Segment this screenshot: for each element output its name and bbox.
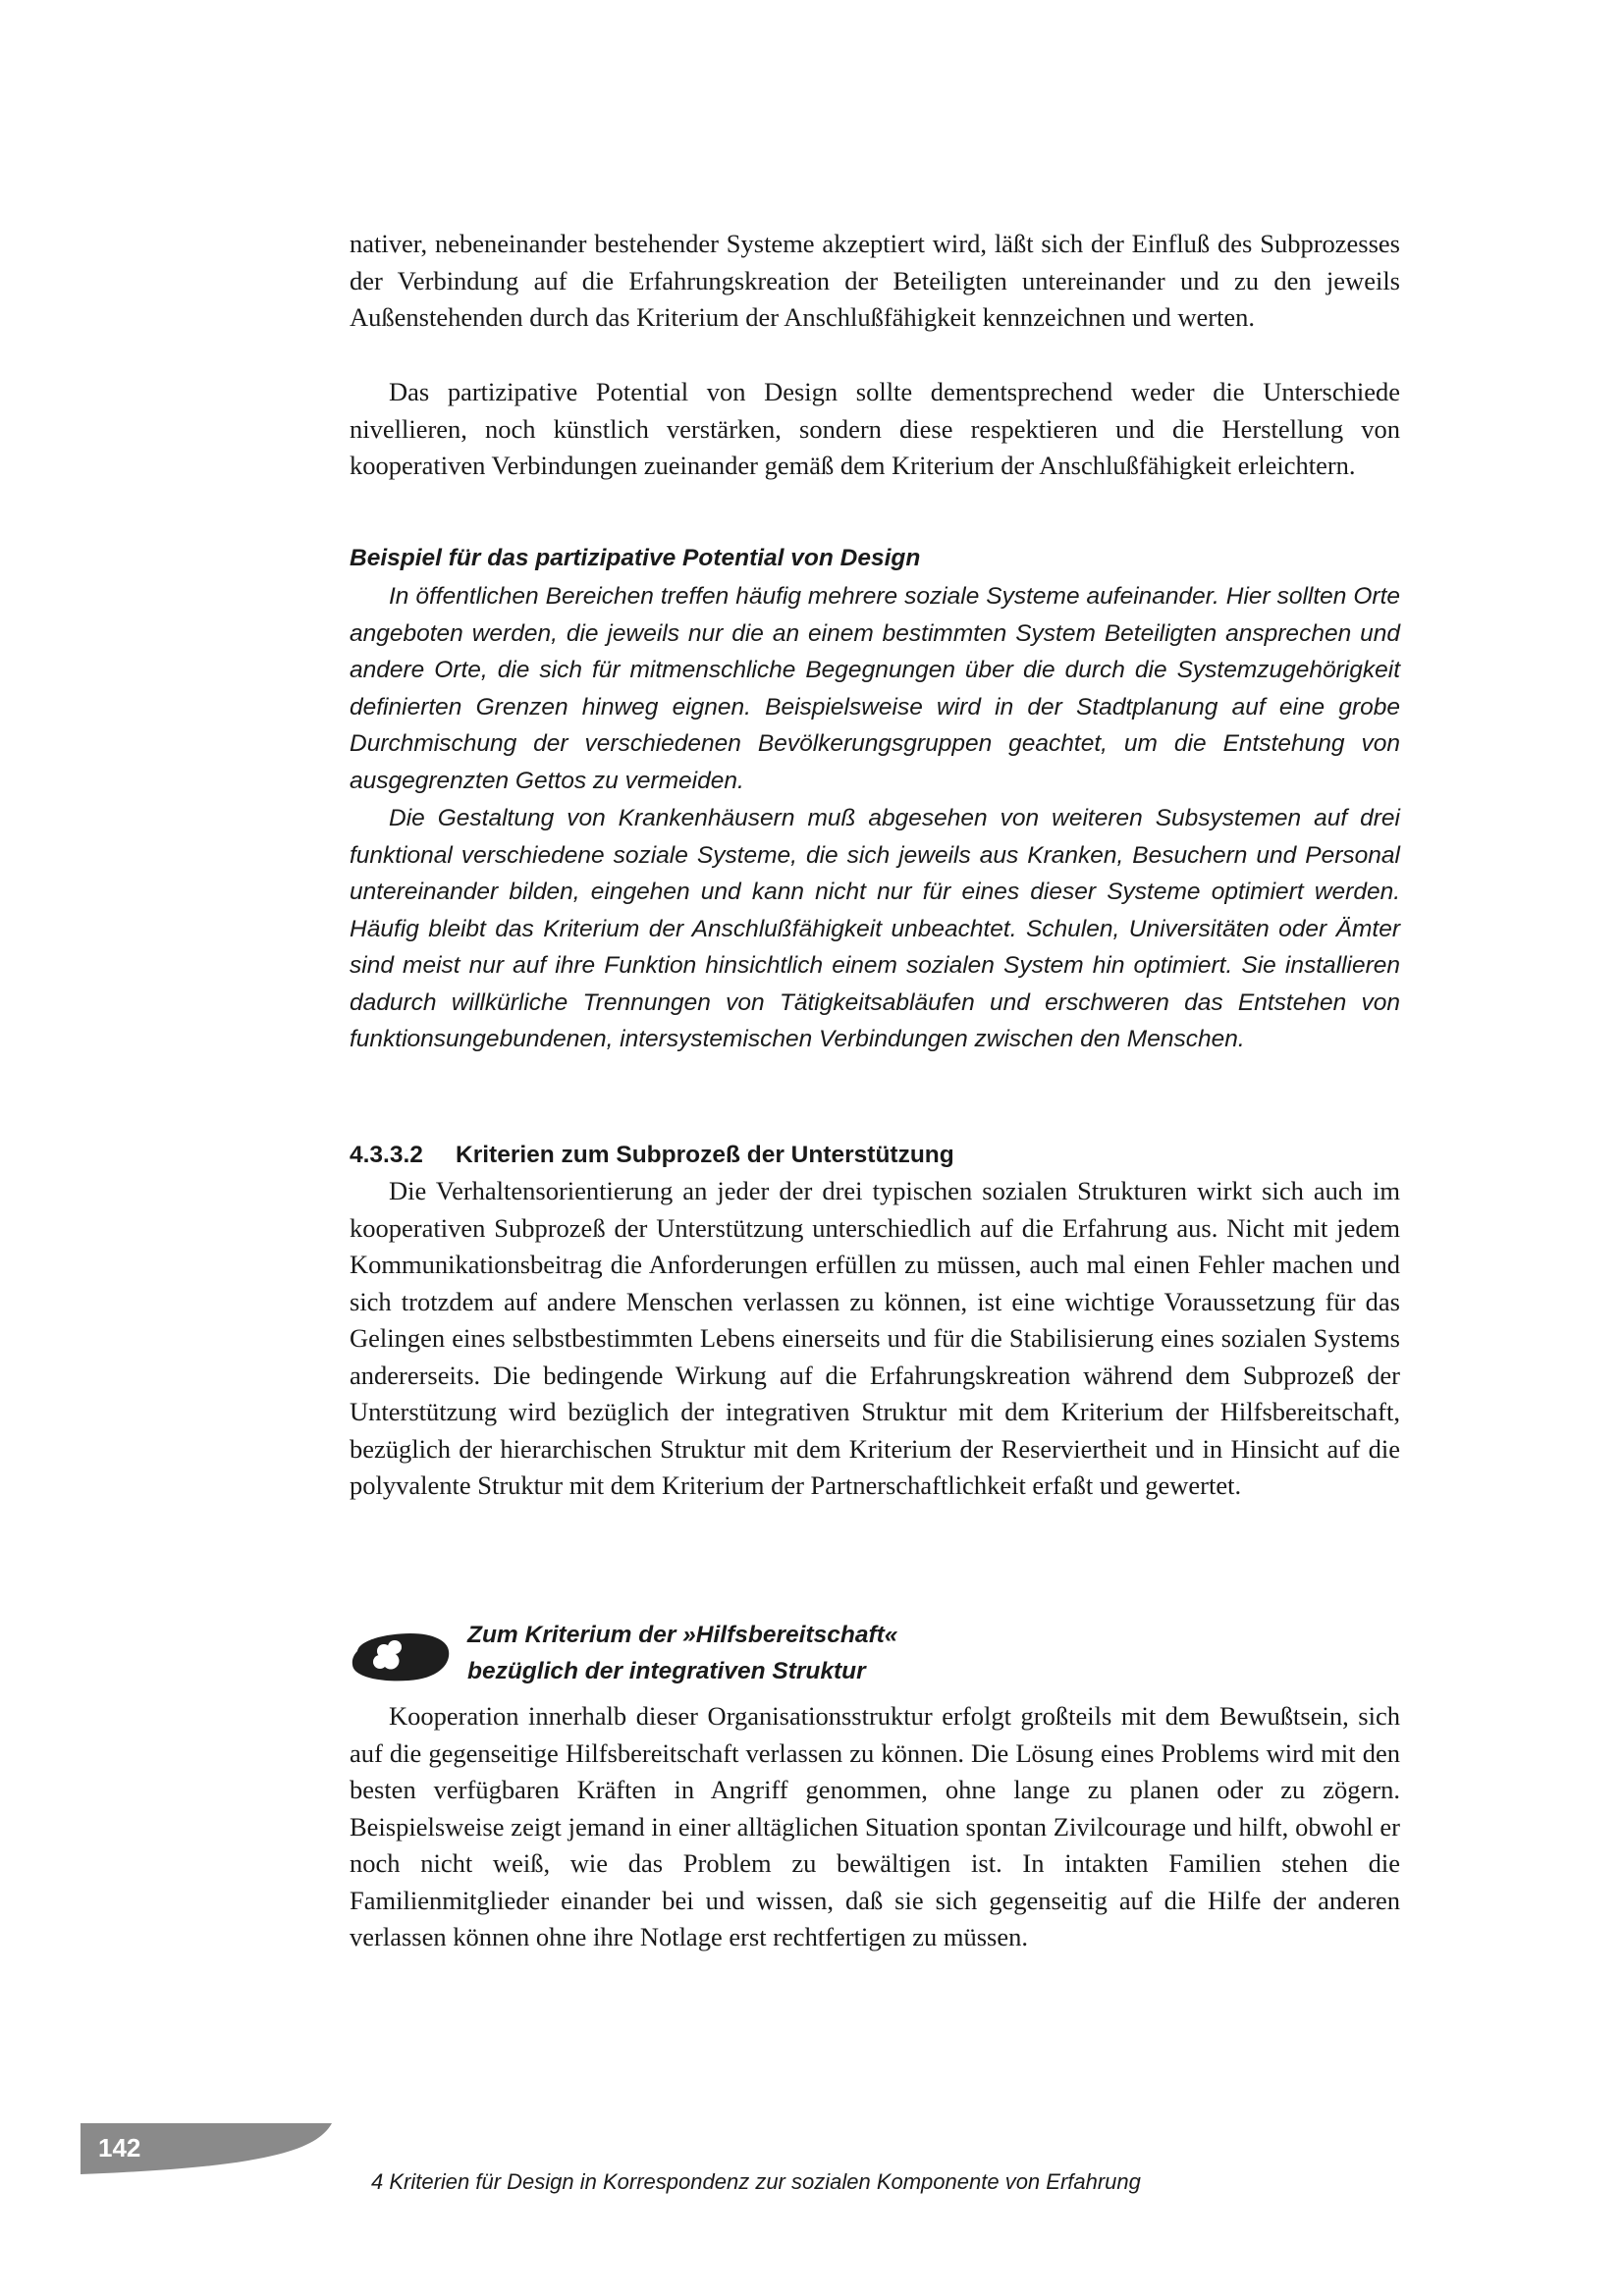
body-paragraph-1: nativer, nebeneinander bestehender Systeme akzeptiert wird, läßt sich der Einfluß des Subprozesses der Verbindung auf die Erfahrungskreation der Beteiligten untereinander und zu den jeweils Außenstehenden durch das Kriterium der Anschlußfähigkeit kennzeichnen und werten. [350,229,1400,332]
body-paragraph-2: Das partizipative Potential von Design sollte dementsprechend weder die Unterschiede nivellieren, noch künstlich verstärken, sondern diese respektieren und die Herstellung von kooperativen Verbindungen zueinander gemäß dem Kriterium der Anschlußfähigkeit erleichtern. [350,377,1400,480]
criterion-heading [467,1617,897,1689]
criterion-heading-line2: bezüglich der integrativen Struktur [467,1658,866,1684]
criterion-heading-line1: Zum Kriterium der »Hilfsbereitschaft« [467,1622,898,1648]
integrative-structure-icon [350,1629,452,1684]
example-heading: Beispiel für das partizipative Potential von Design [350,545,921,571]
section-heading [350,1139,954,1172]
running-footer-title: 4 Kriterien für Design in Korrespondenz zur sozialen Komponente von Erfahrung [371,2169,1141,2194]
example-paragraph-2: Die Gestaltung von Krankenhäusern muß abgesehen von weiteren Subsystemen auf drei funktional verschiedene soziale Systeme, die sich jeweils aus Kranken, Besuchern und Personal untereinander bilden, eingehen und kann nicht nur für eines dieser Systeme optimiert werden. Häufig bleibt das Kriterium der Anschlußfähigkeit unbeachtet. Schulen, Universitäten oder Ämter sind meist nur auf ihre Funktion hinsichtlich einem sozialen System hin optimiert. Sie installieren dadurch willkürliche Trennungen von Tätigkeitsabläufen und erschweren das Entstehen von funktionsungebundenen, intersystemischen Verbindungen zwischen den Menschen. [350,805,1400,1052]
example-paragraph-1: In öffentlichen Bereichen treffen häufig mehrere soziale Systeme aufeinander. Hier sollten Orte angeboten werden, die jeweils nur die an einem bestimmten System Beteiligten ansprechen und andere Orte, die sich für mitmenschliche Begegnungen über die durch die Systemzugehörigkeit definierten Grenzen hinweg eignen. Beispielsweise wird in der Stadtplanung auf eine grobe Durchmischung der verschiedenen Bevölkerungsgruppen geachtet, um die Entstehung von ausgegrenzten Gettos zu vermeiden. [350,583,1400,794]
section-number: 4.3.3.2 [350,1142,423,1168]
section-paragraph: Die Verhaltensorientierung an jeder der drei typischen sozialen Strukturen wirkt sich auch im kooperativen Subprozeß der Unterstützung unterschiedlich auf die Erfahrung aus. Nicht mit jedem Kommunikationsbeitrag die Anforderungen erfüllen zu müssen, auch mal einen Fehler machen und sich trotzdem auf andere Menschen verlassen zu können, ist eine wichtige Voraussetzung für das Gelingen eines selbstbestimmten Lebens einerseits und für die Stabilisierung eines sozialen Systems andererseits. Die bedingende Wirkung auf die Erfahrungskreation während dem Subprozeß der Unterstützung wird bezüglich der integrativen Struktur mit dem Kriterium der Hilfsbereitschaft, bezüglich der hierarchischen Struktur mit dem Kriterium der Reserviertheit und in Hinsicht auf die polyvalente Struktur mit dem Kriterium der Partnerschaftlichkeit erfaßt und gewertet. [350,1176,1400,1500]
section-title: Kriterien zum Subprozeß der Unterstützung [456,1142,954,1168]
page-number: 142 [98,2133,141,2163]
criterion-paragraph: Kooperation innerhalb dieser Organisationsstruktur erfolgt großteils mit dem Bewußtsein, sich auf die gegenseitige Hilfsbereitschaft verlassen zu können. Die Lösung eines Problems wird mit den besten verfügbaren Kräften in Angriff genommen, ohne lange zu planen oder zu zögern. Beispielsweise zeigt jemand in einer alltäglichen Situation spontan Zivilcourage und hilft, obwohl er noch nicht weiß, wie das Problem zu bewältigen ist. In intakten Familien stehen die Familienmitglieder einander bei und wissen, daß sie sich gegenseitig auf die Hilfe der anderen verlassen können ohne ihre Notlage erst rechtfertigen zu müssen. [350,1701,1400,1951]
